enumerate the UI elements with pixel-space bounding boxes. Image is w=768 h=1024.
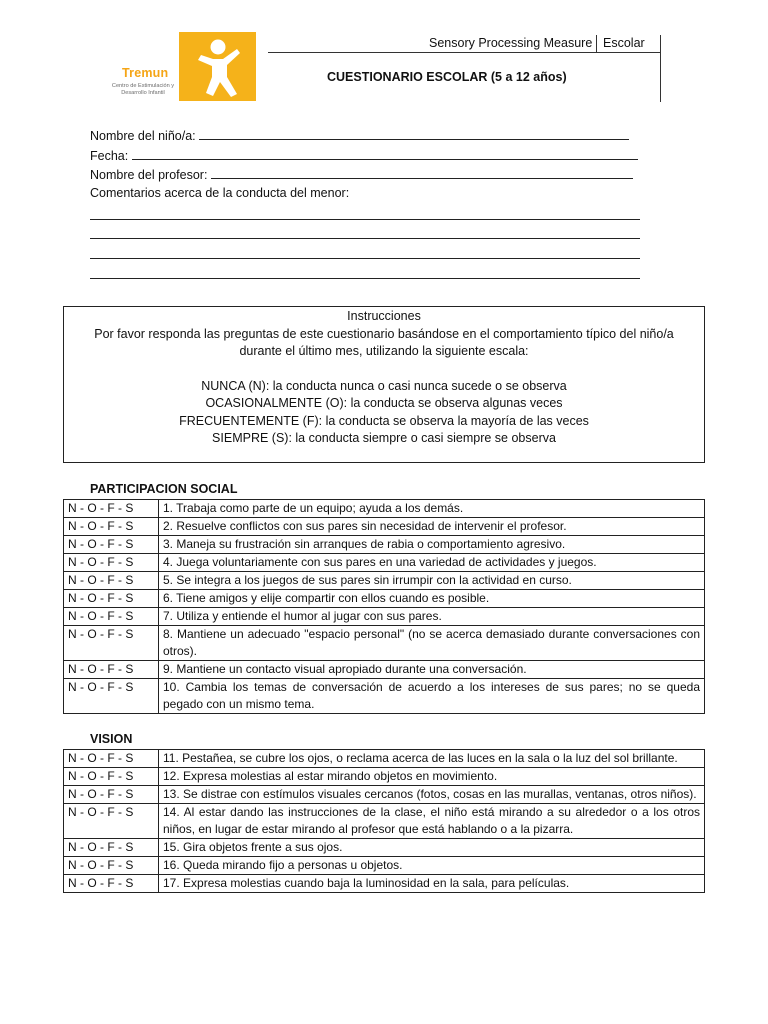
comment-line[interactable] bbox=[90, 258, 640, 259]
table-row bbox=[64, 750, 705, 768]
instructions-body-1: Por favor responda las preguntas de este cuestionario basándose en el comportamiento típico del niño/a bbox=[94, 326, 674, 341]
rating-scale-cell[interactable]: N - O - F - S bbox=[64, 554, 159, 572]
instructions-box bbox=[63, 306, 705, 463]
table-row bbox=[64, 804, 705, 839]
table-row bbox=[64, 626, 705, 661]
scale-occasionally: OCASIONALMENTE (O): la conducta se observa algunas veces bbox=[205, 396, 563, 410]
item-text: 11. Pestañea, se cubre los ojos, o reclama acerca de las luces en la sala o la luz del sol brillante. bbox=[159, 750, 705, 768]
teacher-name-blank[interactable] bbox=[211, 167, 633, 179]
item-text: 4. Juega voluntariamente con sus pares en una variedad de actividades y juegos. bbox=[159, 554, 705, 572]
child-name-blank[interactable] bbox=[199, 128, 629, 140]
date-blank[interactable] bbox=[132, 148, 638, 160]
item-text: 9. Mantiene un contacto visual apropiado durante una conversación. bbox=[159, 661, 705, 679]
table-row bbox=[64, 679, 705, 714]
instructions-spacer bbox=[64, 361, 704, 378]
item-text: 12. Expresa molestias al estar mirando objetos en movimiento. bbox=[159, 768, 705, 786]
child-name-field[interactable] bbox=[90, 128, 629, 143]
rating-scale-cell[interactable]: N - O - F - S bbox=[64, 608, 159, 626]
rating-scale-cell[interactable]: N - O - F - S bbox=[64, 518, 159, 536]
item-text: 3. Maneja su frustración sin arranques de rabia o comportamiento agresivo. bbox=[159, 536, 705, 554]
child-figure-icon bbox=[179, 32, 256, 101]
item-text: 1. Trabaja como parte de un equipo; ayuda a los demás. bbox=[159, 500, 705, 518]
rating-scale-cell[interactable]: N - O - F - S bbox=[64, 572, 159, 590]
comment-line[interactable] bbox=[90, 278, 640, 279]
table-row bbox=[64, 786, 705, 804]
item-text: 5. Se integra a los juegos de sus pares sin irrumpir con la actividad en curso. bbox=[159, 572, 705, 590]
scale-always: SIEMPRE (S): la conducta siempre o casi siempre se observa bbox=[212, 431, 556, 445]
item-text: 14. Al estar dando las instrucciones de la clase, el niño está mirando a su alrededor o a los otros niños, en lugar de estar mirando al profesor que está hablando o a la pizarra. bbox=[159, 804, 705, 839]
section-title-vision: VISION bbox=[90, 732, 133, 746]
rating-scale-cell[interactable]: N - O - F - S bbox=[64, 839, 159, 857]
item-text: 2. Resuelve conflictos con sus pares sin necesidad de intervenir el profesor. bbox=[159, 518, 705, 536]
instructions-body-2: durante el último mes, utilizando la siguiente escala: bbox=[239, 344, 529, 358]
rating-scale-cell[interactable]: N - O - F - S bbox=[64, 768, 159, 786]
rating-scale-cell[interactable]: N - O - F - S bbox=[64, 679, 159, 714]
scale-never: NUNCA (N): la conducta nunca o casi nunca sucede o se observa bbox=[201, 378, 567, 393]
instructions-title: Instrucciones bbox=[347, 309, 421, 323]
comment-line[interactable] bbox=[90, 219, 640, 220]
table-row bbox=[64, 518, 705, 536]
rating-scale-cell[interactable]: N - O - F - S bbox=[64, 661, 159, 679]
header-measure: Sensory Processing Measure bbox=[429, 36, 593, 50]
logo-name: Tremun bbox=[122, 66, 169, 80]
header-right-border bbox=[660, 35, 661, 102]
item-text: 10. Cambia los temas de conversación de acuerdo a los intereses de sus pares; no se queda pegado con un mismo tema. bbox=[159, 679, 705, 714]
rating-scale-cell[interactable]: N - O - F - S bbox=[64, 500, 159, 518]
table-row bbox=[64, 590, 705, 608]
rating-scale-cell[interactable]: N - O - F - S bbox=[64, 536, 159, 554]
vision-table-body bbox=[64, 750, 705, 893]
rating-scale-cell[interactable]: N - O - F - S bbox=[64, 786, 159, 804]
table-row bbox=[64, 536, 705, 554]
item-text: 8. Mantiene un adecuado "espacio personal" (no se acerca demasiado durante conversaciones con otros). bbox=[159, 626, 705, 661]
vision-table bbox=[63, 749, 705, 893]
rating-scale-cell[interactable]: N - O - F - S bbox=[64, 626, 159, 661]
logo-mark bbox=[179, 32, 256, 101]
table-row bbox=[64, 857, 705, 875]
logo-subtitle: Centro de Estimulación y Desarrollo Infantil bbox=[111, 83, 175, 96]
table-row bbox=[64, 500, 705, 518]
teacher-name-label: Nombre del profesor: bbox=[90, 168, 208, 182]
table-row bbox=[64, 608, 705, 626]
date-label: Fecha: bbox=[90, 149, 129, 163]
table-row bbox=[64, 661, 705, 679]
rating-scale-cell[interactable]: N - O - F - S bbox=[64, 875, 159, 893]
rating-scale-cell[interactable]: N - O - F - S bbox=[64, 857, 159, 875]
page-title: CUESTIONARIO ESCOLAR (5 a 12 años) bbox=[327, 70, 567, 84]
header-divider bbox=[596, 35, 597, 52]
item-text: 15. Gira objetos frente a sus ojos. bbox=[159, 839, 705, 857]
item-text: 13. Se distrae con estímulos visuales cercanos (fotos, cosas en las murallas, ventanas, otros niños). bbox=[159, 786, 705, 804]
item-text: 7. Utiliza y entiende el humor al jugar con sus pares. bbox=[159, 608, 705, 626]
table-row bbox=[64, 875, 705, 893]
item-text: 16. Queda mirando fijo a personas u objetos. bbox=[159, 857, 705, 875]
child-name-label: Nombre del niño/a: bbox=[90, 129, 196, 143]
comments-label: Comentarios acerca de la conducta del menor: bbox=[90, 186, 350, 200]
social-table bbox=[63, 499, 705, 714]
table-row bbox=[64, 839, 705, 857]
header-rule bbox=[268, 52, 660, 53]
table-row bbox=[64, 554, 705, 572]
section-title-social: PARTICIPACION SOCIAL bbox=[90, 482, 238, 496]
rating-scale-cell[interactable]: N - O - F - S bbox=[64, 804, 159, 839]
table-row bbox=[64, 768, 705, 786]
teacher-name-field[interactable] bbox=[90, 167, 633, 182]
header-form: Escolar bbox=[603, 36, 645, 50]
rating-scale-cell[interactable]: N - O - F - S bbox=[64, 750, 159, 768]
item-text: 6. Tiene amigos y elije compartir con ellos cuando es posible. bbox=[159, 590, 705, 608]
date-field[interactable] bbox=[90, 148, 638, 163]
comment-line[interactable] bbox=[90, 238, 640, 239]
rating-scale-cell[interactable]: N - O - F - S bbox=[64, 590, 159, 608]
item-text: 17. Expresa molestias cuando baja la luminosidad en la sala, para películas. bbox=[159, 875, 705, 893]
scale-frequently: FRECUENTEMENTE (F): la conducta se observa la mayoría de las veces bbox=[179, 413, 589, 428]
table-row bbox=[64, 572, 705, 590]
social-table-body bbox=[64, 500, 705, 714]
